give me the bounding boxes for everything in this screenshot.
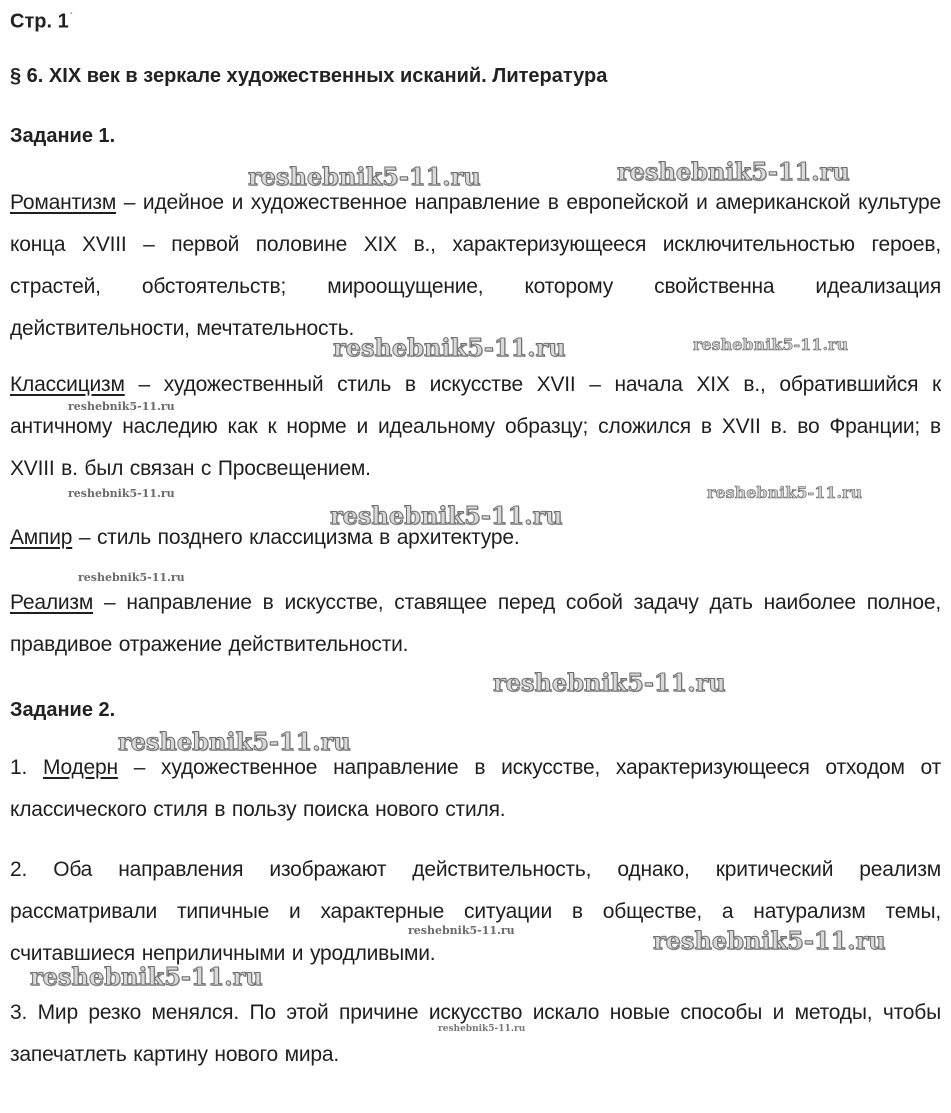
term-romantizm: Романтизм xyxy=(10,191,117,214)
item-text: – художественное направление в искусстве, характеризующееся отходом от классического стиля в пользу поиска нового стиля. xyxy=(10,756,941,821)
term-ampir: Ампир xyxy=(10,526,73,549)
watermark: reshebnik5-11.ru xyxy=(330,501,563,530)
page-number xyxy=(10,4,941,36)
watermark: reshebnik5-11.ru xyxy=(617,157,850,186)
watermark: reshebnik5-11.ru xyxy=(693,335,849,354)
definition-text: – идейное и художественное направление в европейской и американской культуре конца XVIII – первой половине XIX в., характеризующееся исключительностью героев, страстей, обстоятельств; мироощущение, которому свойственна идеализация действительности, мечтательность. xyxy=(10,191,941,340)
watermark: reshebnik5-11.ru xyxy=(493,668,726,697)
watermark: reshebnik5-11.ru xyxy=(68,487,175,500)
definition-realizm xyxy=(10,582,941,666)
item-text: Мир резко менялся. По этой причине искусство искало новые способы и методы, чтобы запечатлеть картину нового мира. xyxy=(10,1001,941,1066)
watermark: reshebnik5-11.ru xyxy=(78,571,185,584)
watermark: reshebnik5-11.ru xyxy=(653,926,886,955)
answer-item-1 xyxy=(10,747,941,831)
item-text: Оба направления изображают действительность, однако, критический реализм рассматривали типичные и характерные ситуации в обществе, а натурализм темы, считавшиеся неприличными и уродливыми. xyxy=(10,858,941,965)
answer-item-2 xyxy=(10,849,941,975)
definition-text: – стиль позднего классицизма в архитектуре. xyxy=(78,526,520,549)
task1-heading: Задание 1. xyxy=(10,125,116,147)
item-number: 2. xyxy=(10,858,28,881)
definition-romantizm xyxy=(10,182,941,350)
definition-klassicizm xyxy=(10,364,941,490)
watermark: reshebnik5-11.ru xyxy=(707,483,863,502)
page-number-label: Стр. 1 xyxy=(10,10,69,33)
watermark: reshebnik5-11.ru xyxy=(333,333,566,362)
item-number: 1. xyxy=(10,756,28,779)
definition-text: – художественный стиль в искусстве XVII – начала XIX в., обратившийся к античному наследию как к норме и идеальному образцу; сложился в XVII в. во Франции; в XVIII в. был связан с Просвещением. xyxy=(10,373,941,480)
watermark: reshebnik5-11.ru xyxy=(438,1024,526,1034)
definition-ampir xyxy=(10,517,941,559)
watermark: reshebnik5-11.ru xyxy=(248,162,481,191)
footnote-mark: ˙ xyxy=(69,12,74,23)
watermark: reshebnik5-11.ru xyxy=(118,727,351,756)
term-realizm: Реализм xyxy=(10,591,94,614)
task2-heading: Задание 2. xyxy=(10,699,116,721)
item-number: 3. xyxy=(10,1001,28,1024)
watermark: reshebnik5-11.ru xyxy=(68,400,175,413)
definition-text: – направление в искусстве, ставящее перед собой задачу дать наиболее полное, правдивое отражение действительности. xyxy=(10,591,941,656)
term-modern: Модерн xyxy=(42,756,118,779)
watermark: reshebnik5-11.ru xyxy=(30,962,263,991)
watermark: reshebnik5-11.ru xyxy=(408,924,515,937)
term-klassicizm: Классицизм xyxy=(10,373,125,396)
answer-item-3 xyxy=(10,992,941,1076)
section-title: § 6. XIX век в зеркале художественных исканий. Литература xyxy=(10,65,608,87)
